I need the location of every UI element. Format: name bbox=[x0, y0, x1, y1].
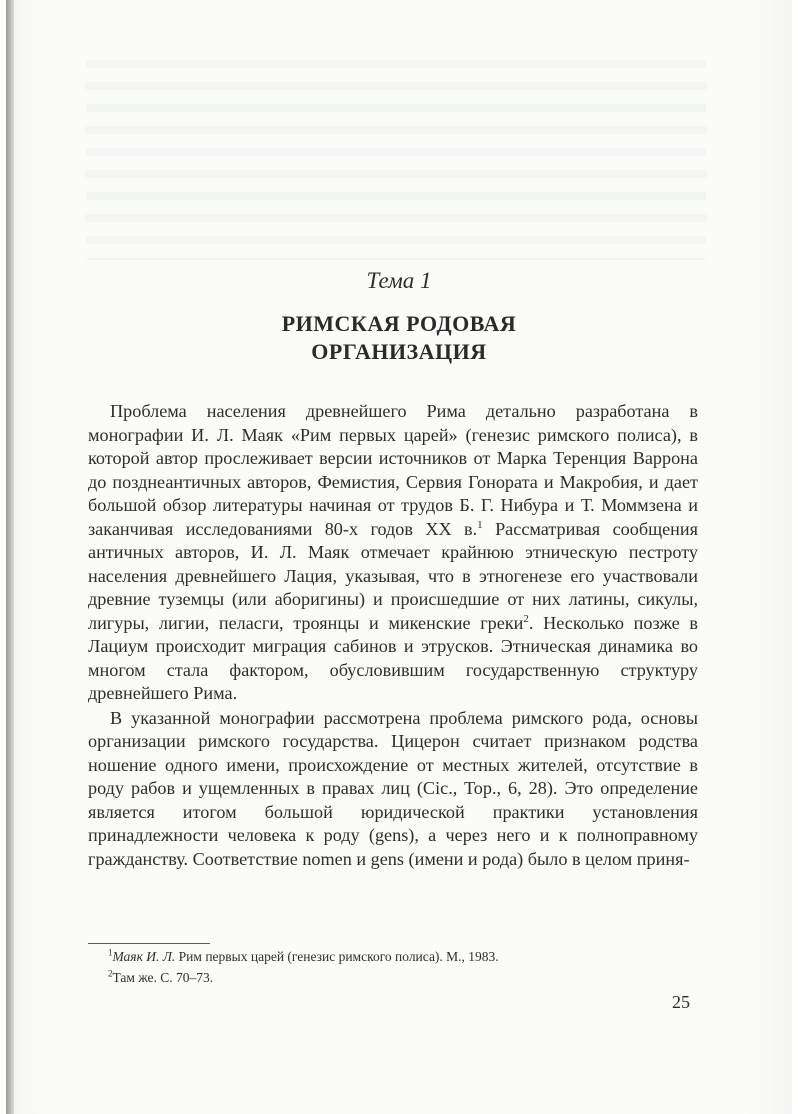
chapter-title-line-1: РИМСКАЯ РОДОВАЯ bbox=[281, 311, 517, 336]
footnote-ref-1: 1 bbox=[477, 518, 483, 531]
paragraph-2: В указанной монографии рассмотрена проблема римского рода, основы организации римского государства. Цицерон считает признаком родства ношение одного имени, происхождение от местных жителей, отсутствие в роду рабов и ущемленных в правах лиц (Cic., Top., 6, 28). Это определение является итогом большой юридической практики установления принадлежности человека к роду (gens), а через него и к полноправному гражданству. Соответствие nomen и gens (имени и рода) было в целом приня- bbox=[88, 707, 698, 869]
chapter-title bbox=[0, 310, 798, 366]
footnote-1-author: Маяк И. Л. bbox=[112, 949, 176, 964]
footnote-1 bbox=[108, 946, 708, 967]
chapter-theme-label: Тема 1 bbox=[366, 268, 432, 293]
footnote-1-number: 1 bbox=[108, 947, 113, 958]
footnote-2-text: Там же. С. 70–73. bbox=[112, 970, 214, 985]
paragraph-1-part-b: Рассматривая сообщения античных авторов, И. Л. Маяк отмечает крайнюю этническую пестроту населения древнейшего Лация, указывая, что в этногенезе его участвовали древние туземцы (или аборигины) и происшедшие от них латины, сикулы, лигуры, лигии, пеласги, троянцы и микенские греки bbox=[88, 518, 698, 633]
footnote-ref-2: 2 bbox=[523, 612, 529, 625]
page-number: 25 bbox=[672, 992, 690, 1012]
body-text bbox=[88, 400, 698, 871]
footnote-2-number: 2 bbox=[108, 968, 113, 979]
bleed-through-texture bbox=[86, 60, 706, 260]
paragraph-1-part-a: Проблема населения древнейшего Рима детально разработана в монографии И. Л. Маяк «Рим первых царей» (генезис римского полиса), в которой автор прослеживает версии источников от Марка Теренция Варрона до позднеантичных авторов, Фемистия, Сервия Гонората и Макробия, и дает большой обзор литературы начиная от трудов Б. Г. Нибура и Т. Моммзена и заканчивая исследованиями 80-х годов XX в. bbox=[88, 401, 698, 539]
chapter-title-line-2: ОРГАНИЗАЦИЯ bbox=[311, 339, 487, 364]
page-binding-shadow bbox=[6, 0, 14, 1114]
footnotes bbox=[108, 946, 708, 988]
paragraph-1 bbox=[88, 400, 698, 706]
paragraph-1-part-c: . Несколько позже в Лациум происходит миграция сабинов и этрусков. Этническая динамика во многом стала фактором, обусловившим государственную структуру древнейшего Рима. bbox=[88, 612, 698, 703]
footnote-1-text: Рим первых царей (генезис римского полиса). М., 1983. bbox=[175, 949, 499, 964]
footnote-divider bbox=[88, 943, 210, 944]
footnote-2 bbox=[108, 967, 708, 988]
